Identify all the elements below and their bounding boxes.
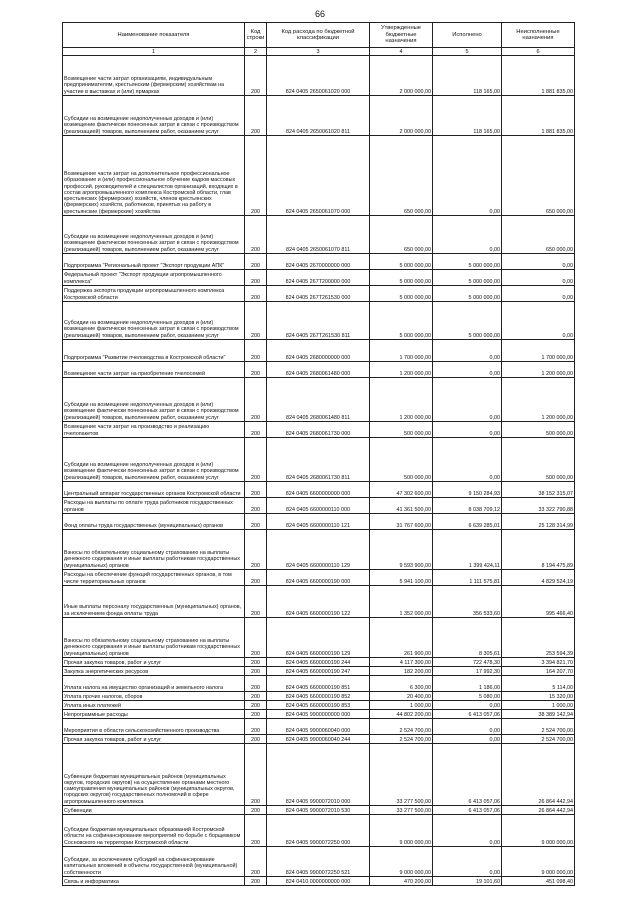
row-name: Уплата налога на имущество организаций и земельного налога xyxy=(63,676,245,692)
row-executed: 0,00 xyxy=(433,136,502,216)
row-approved: 1 200 000,00 xyxy=(370,378,433,422)
table-row xyxy=(63,96,575,136)
row-approved: 5 000 000,00 xyxy=(370,270,433,286)
row-classification: 824 0405 2680061730 000 xyxy=(267,422,370,438)
row-name: Фонд оплаты труда государственных (муниципальных) органов xyxy=(63,514,245,530)
row-name: Субсидии на возмещение недополученных доходов и (или) возмещение фактически понесенных затрат в связи с производством (реализацией) товаров, выполнением работ, оказанием услуг xyxy=(63,216,245,254)
row-classification: 824 0405 2650061020 000 xyxy=(267,56,370,96)
row-name: Прочая закупка товаров, работ и услуг xyxy=(63,658,245,667)
page-number: 66 xyxy=(314,9,325,19)
row-remaining: 0,00 xyxy=(502,254,575,270)
row-remaining: 25 128 314,99 xyxy=(502,514,575,530)
table-row xyxy=(63,735,575,744)
row-classification: 824 0405 9900060040 244 xyxy=(267,735,370,744)
row-remaining: 995 466,40 xyxy=(502,586,575,618)
column-number-row xyxy=(63,48,575,56)
table-row xyxy=(63,658,575,667)
row-name: Субсидии на возмещение недополученных доходов и (или) возмещение фактически понесенных затрат в связи с производством (реализацией) товаров, выполнением работ, оказанием услуг xyxy=(63,96,245,136)
row-code: 200 xyxy=(245,514,267,530)
row-name: Взносы по обязательному социальному страхованию на выплаты денежного содержания и иные выплаты работникам государственных (муниципальных) органов xyxy=(63,530,245,570)
row-code: 200 xyxy=(245,422,267,438)
row-remaining: 1 200 000,00 xyxy=(502,378,575,422)
row-remaining: 5 114,00 xyxy=(502,676,575,692)
row-approved: 4 117 300,00 xyxy=(370,658,433,667)
row-executed: 0,00 xyxy=(433,378,502,422)
row-classification: 824 0405 6600000190 129 xyxy=(267,618,370,658)
row-code: 200 xyxy=(245,498,267,514)
row-approved: 1 000,00 xyxy=(370,701,433,710)
table-row xyxy=(63,216,575,254)
row-executed: 6 413 057,06 xyxy=(433,806,502,815)
row-code: 200 xyxy=(245,719,267,735)
row-classification: 824 0405 9900072010 530 xyxy=(267,806,370,815)
row-approved: 1 200 000,00 xyxy=(370,362,433,378)
column-number: 1 xyxy=(63,48,245,56)
row-approved: 182 200,00 xyxy=(370,667,433,676)
row-remaining: 33 322 790,88 xyxy=(502,498,575,514)
row-code: 200 xyxy=(245,676,267,692)
row-code: 200 xyxy=(245,877,267,886)
row-remaining: 253 594,39 xyxy=(502,618,575,658)
table-row xyxy=(63,692,575,701)
row-classification: 824 0405 9900072010 000 xyxy=(267,744,370,806)
row-remaining: 500 000,00 xyxy=(502,438,575,482)
row-name: Субсидии на возмещение недополученных доходов и (или) возмещение фактически понесенных затрат в связи с производством (реализацией) товаров, выполнением работ, оказанием услуг xyxy=(63,378,245,422)
table-row xyxy=(63,136,575,216)
row-executed: 6 413 057,06 xyxy=(433,710,502,719)
row-code: 200 xyxy=(245,216,267,254)
row-code: 200 xyxy=(245,618,267,658)
row-executed: 0,00 xyxy=(433,701,502,710)
row-remaining: 26 864 442,94 xyxy=(502,806,575,815)
column-number: 5 xyxy=(433,48,502,56)
row-executed: 19 101,60 xyxy=(433,877,502,886)
table-row xyxy=(63,302,575,340)
row-classification: 824 0405 2680061730 811 xyxy=(267,438,370,482)
row-approved: 33 277 500,00 xyxy=(370,744,433,806)
table-row xyxy=(63,618,575,658)
row-approved: 41 361 500,00 xyxy=(370,498,433,514)
row-executed: 5 080,00 xyxy=(433,692,502,701)
row-code: 200 xyxy=(245,302,267,340)
row-remaining: 0,00 xyxy=(502,286,575,302)
row-name: Возмещение части затрат на приобретение пчелосемей xyxy=(63,362,245,378)
row-classification: 824 0405 2680061480 000 xyxy=(267,362,370,378)
row-executed: 0,00 xyxy=(433,362,502,378)
row-classification: 824 0405 6600000190 851 xyxy=(267,676,370,692)
row-executed: 6 639 285,01 xyxy=(433,514,502,530)
table-row xyxy=(63,744,575,806)
row-executed: 0,00 xyxy=(433,340,502,362)
row-remaining: 1 881 835,00 xyxy=(502,96,575,136)
row-executed: 6 413 057,06 xyxy=(433,744,502,806)
row-code: 200 xyxy=(245,438,267,482)
row-name: Возмещение части затрат организациям, индивидуальным предпринимателям, крестьянским (фермерским) хозяйствам на участие в выставках и (или) ярмарках xyxy=(63,56,245,96)
row-executed: 8 305,61 xyxy=(433,618,502,658)
row-name: Подпрограмма "Региональный проект "Экспорт продукции АПК" xyxy=(63,254,245,270)
row-remaining: 3 394 821,70 xyxy=(502,658,575,667)
row-classification: 824 0405 9900000000 000 xyxy=(267,710,370,719)
table-row xyxy=(63,56,575,96)
row-code: 200 xyxy=(245,847,267,877)
row-approved: 5 941 100,00 xyxy=(370,570,433,586)
row-approved: 33 277 500,00 xyxy=(370,806,433,815)
row-name: Мероприятия в области сельскохозяйственного производства xyxy=(63,719,245,735)
row-classification: 824 0405 6600000190 122 xyxy=(267,586,370,618)
row-name: Связь и информатика xyxy=(63,877,245,886)
table-row xyxy=(63,286,575,302)
row-code: 200 xyxy=(245,735,267,744)
row-name: Непрограммные расходы xyxy=(63,710,245,719)
row-name: Поддержка экспорта продукции агропромышленного комплекса Костромской области xyxy=(63,286,245,302)
row-code: 200 xyxy=(245,815,267,847)
row-name: Федеральный проект "Экспорт продукции агропромышленного комплекса" xyxy=(63,270,245,286)
row-name: Закупка энергетических ресурсов xyxy=(63,667,245,676)
row-approved: 31 767 600,00 xyxy=(370,514,433,530)
row-classification: 824 0405 6600000110 000 xyxy=(267,498,370,514)
row-classification: 824 0405 6600000190 247 xyxy=(267,667,370,676)
row-name: Подпрограмма "Развитие пчеловодства в Костромской области" xyxy=(63,340,245,362)
row-name: Возмещение части затрат на производство и реализацию пчелопакетов xyxy=(63,422,245,438)
row-remaining: 0,00 xyxy=(502,302,575,340)
header-classification: Код расхода по бюджетной классификации xyxy=(267,23,370,48)
column-number: 3 xyxy=(267,48,370,56)
table-row xyxy=(63,270,575,286)
row-code: 200 xyxy=(245,56,267,96)
row-remaining: 1 700 000,00 xyxy=(502,340,575,362)
row-executed: 0,00 xyxy=(433,847,502,877)
row-remaining: 0,00 xyxy=(502,270,575,286)
row-name: Субсидии на возмещение недополученных доходов и (или) возмещение фактически понесенных затрат в связи с производством (реализацией) товаров, выполнением работ, оказанием услуг xyxy=(63,438,245,482)
row-executed: 1 399 424,11 xyxy=(433,530,502,570)
table-row xyxy=(63,806,575,815)
table-row xyxy=(63,422,575,438)
header-code: Код строки xyxy=(245,23,267,48)
row-classification: 824 0405 2650061020 811 xyxy=(267,96,370,136)
column-number: 2 xyxy=(245,48,267,56)
header-approved: Утвержденные бюджетные назначения xyxy=(370,23,433,48)
table-row xyxy=(63,438,575,482)
row-executed: 5 000 000,00 xyxy=(433,286,502,302)
table-row xyxy=(63,667,575,676)
row-code: 200 xyxy=(245,286,267,302)
table-row xyxy=(63,815,575,847)
row-classification: 824 0405 2680061480 811 xyxy=(267,378,370,422)
row-classification: 824 0405 9900072250 000 xyxy=(267,815,370,847)
row-approved: 2 000 000,00 xyxy=(370,96,433,136)
table-row xyxy=(63,701,575,710)
row-name: Субвенции xyxy=(63,806,245,815)
row-executed: 5 000 000,00 xyxy=(433,302,502,340)
table-row xyxy=(63,719,575,735)
row-code: 200 xyxy=(245,710,267,719)
table-row xyxy=(63,482,575,498)
row-code: 200 xyxy=(245,362,267,378)
row-classification: 824 0405 2650061070 000 xyxy=(267,136,370,216)
row-name: Субсидии, за исключением субсидий на софинансирование капитальных вложений в объекты государственной (муниципальной) собственности xyxy=(63,847,245,877)
row-approved: 470 200,00 xyxy=(370,877,433,886)
row-name: Прочая закупка товаров, работ и услуг xyxy=(63,735,245,744)
row-approved: 2 524 700,00 xyxy=(370,735,433,744)
row-name: Взносы по обязательному социальному страхованию на выплаты денежного содержания и иные выплаты работникам государственных (муниципальных) органов xyxy=(63,618,245,658)
row-remaining: 2 524 700,00 xyxy=(502,735,575,744)
row-remaining: 9 000 000,00 xyxy=(502,815,575,847)
row-classification: 824 0405 9900060040 000 xyxy=(267,719,370,735)
row-remaining: 1 000,00 xyxy=(502,701,575,710)
row-code: 200 xyxy=(245,701,267,710)
row-executed: 0,00 xyxy=(433,438,502,482)
row-approved: 2 524 700,00 xyxy=(370,719,433,735)
row-code: 200 xyxy=(245,96,267,136)
row-executed: 8 038 709,12 xyxy=(433,498,502,514)
row-approved: 500 000,00 xyxy=(370,438,433,482)
row-code: 200 xyxy=(245,667,267,676)
table-row xyxy=(63,530,575,570)
row-name: Субсидии на возмещение недополученных доходов и (или) возмещение фактически понесенных затрат в связи с производством (реализацией) товаров, выполнением работ, оказанием услуг xyxy=(63,302,245,340)
row-approved: 5 000 000,00 xyxy=(370,286,433,302)
row-name: Субвенции бюджетам муниципальных районов (муниципальных округов, городских округов) на осуществление органами местного самоуправления муниципальных районов (муниципальных округов, городских округов) государственных полномочий в сфере агропромышленного комплекса xyxy=(63,744,245,806)
table-row xyxy=(63,570,575,586)
row-remaining: 451 098,40 xyxy=(502,877,575,886)
row-executed: 722 478,30 xyxy=(433,658,502,667)
row-name: Центральный аппарат государственных органов Костромской области xyxy=(63,482,245,498)
row-approved: 650 000,00 xyxy=(370,136,433,216)
row-approved: 9 593 900,00 xyxy=(370,530,433,570)
row-remaining: 164 207,70 xyxy=(502,667,575,676)
row-approved: 44 802 200,00 xyxy=(370,710,433,719)
row-approved: 500 000,00 xyxy=(370,422,433,438)
column-number: 6 xyxy=(502,48,575,56)
row-executed: 356 533,60 xyxy=(433,586,502,618)
row-executed: 0,00 xyxy=(433,216,502,254)
row-remaining: 8 194 475,89 xyxy=(502,530,575,570)
row-approved: 1 700 000,00 xyxy=(370,340,433,362)
table-row xyxy=(63,340,575,362)
table-row xyxy=(63,847,575,877)
table-row xyxy=(63,514,575,530)
row-remaining: 1 881 835,00 xyxy=(502,56,575,96)
row-classification: 824 0405 267T261530 000 xyxy=(267,286,370,302)
row-name: Возмещение части затрат на дополнительное профессиональное образование и (или) профессиональное обучение кадров массовых профессий, руководителей и специалистов организаций, входящих в состав агропромышленного комплекса Костромской области, глав крестьянских (фермерских) хозяйств, членов крестьянских (фермерских) хозяйств, работников, принятых на работу в крестьянские (фермерские) хозяйства xyxy=(63,136,245,216)
row-remaining: 650 000,00 xyxy=(502,216,575,254)
row-remaining: 9 000 000,00 xyxy=(502,847,575,877)
row-remaining: 38 152 315,07 xyxy=(502,482,575,498)
row-code: 200 xyxy=(245,744,267,806)
row-approved: 2 000 000,00 xyxy=(370,56,433,96)
table-row xyxy=(63,498,575,514)
row-code: 200 xyxy=(245,658,267,667)
row-classification: 824 0405 2650061070 811 xyxy=(267,216,370,254)
row-remaining: 4 829 524,19 xyxy=(502,570,575,586)
row-classification: 824 0405 6600000000 000 xyxy=(267,482,370,498)
row-classification: 824 0405 2670000000 000 xyxy=(267,254,370,270)
row-executed: 0,00 xyxy=(433,735,502,744)
row-code: 200 xyxy=(245,530,267,570)
row-executed: 0,00 xyxy=(433,422,502,438)
row-remaining: 2 524 700,00 xyxy=(502,719,575,735)
row-classification: 824 0410 0000000000 000 xyxy=(267,877,370,886)
row-executed: 0,00 xyxy=(433,719,502,735)
row-classification: 824 0405 267T200000 000 xyxy=(267,270,370,286)
table-header xyxy=(63,23,575,56)
header-executed: Исполнено xyxy=(433,23,502,48)
row-code: 200 xyxy=(245,254,267,270)
row-code: 200 xyxy=(245,692,267,701)
row-remaining: 15 320,00 xyxy=(502,692,575,701)
budget-execution-table xyxy=(62,22,575,886)
row-name: Субсидии бюджетам муниципальных образований Костромской области на софинансирование мероприятий по борьбе с борщевиком Сосновского на территории Костромской области xyxy=(63,815,245,847)
row-code: 200 xyxy=(245,806,267,815)
table-body xyxy=(63,56,575,886)
row-remaining: 1 200 000,00 xyxy=(502,362,575,378)
row-classification: 824 0405 6600000110 121 xyxy=(267,514,370,530)
row-approved: 1 352 000,00 xyxy=(370,586,433,618)
row-name: Иные выплаты персоналу государственных (муниципальных) органов, за исключением фонда оплаты труда xyxy=(63,586,245,618)
row-classification: 824 0405 6600000110 129 xyxy=(267,530,370,570)
row-name: Уплата прочих налогов, сборов xyxy=(63,692,245,701)
row-name: Расходы на выплаты по оплате труда работников государственных органов xyxy=(63,498,245,514)
row-executed: 1 111 575,81 xyxy=(433,570,502,586)
row-approved: 5 000 000,00 xyxy=(370,302,433,340)
row-classification: 824 0405 2680000000 000 xyxy=(267,340,370,362)
row-executed: 0,00 xyxy=(433,815,502,847)
row-classification: 824 0405 9900072250 521 xyxy=(267,847,370,877)
row-classification: 824 0405 6600000190 853 xyxy=(267,701,370,710)
row-remaining: 38 389 142,94 xyxy=(502,710,575,719)
table-row xyxy=(63,362,575,378)
row-approved: 6 300,00 xyxy=(370,676,433,692)
row-code: 200 xyxy=(245,340,267,362)
table-row xyxy=(63,877,575,886)
row-code: 200 xyxy=(245,570,267,586)
row-remaining: 26 864 442,94 xyxy=(502,744,575,806)
row-remaining: 650 000,00 xyxy=(502,136,575,216)
row-classification: 824 0405 267T261530 811 xyxy=(267,302,370,340)
row-executed: 118 165,00 xyxy=(433,96,502,136)
row-executed: 5 000 000,00 xyxy=(433,270,502,286)
row-approved: 20 400,00 xyxy=(370,692,433,701)
row-approved: 5 000 000,00 xyxy=(370,254,433,270)
row-approved: 261 900,00 xyxy=(370,618,433,658)
table-row xyxy=(63,586,575,618)
row-classification: 824 0405 6600000190 000 xyxy=(267,570,370,586)
table-row xyxy=(63,378,575,422)
row-executed: 118 165,00 xyxy=(433,56,502,96)
header-remaining: Неисполненные назначения xyxy=(502,23,575,48)
row-approved: 650 000,00 xyxy=(370,216,433,254)
row-classification: 824 0405 6600000190 852 xyxy=(267,692,370,701)
header-name: Наименование показателя xyxy=(63,23,245,48)
row-code: 200 xyxy=(245,586,267,618)
row-approved: 9 000 000,00 xyxy=(370,847,433,877)
row-name: Уплата иных платежей xyxy=(63,701,245,710)
row-name: Расходы на обеспечение функций государственных органов, в том числе территориальных органов xyxy=(63,570,245,586)
row-code: 200 xyxy=(245,136,267,216)
row-remaining: 500 000,00 xyxy=(502,422,575,438)
row-code: 200 xyxy=(245,378,267,422)
row-executed: 17 992,30 xyxy=(433,667,502,676)
column-number: 4 xyxy=(370,48,433,56)
row-approved: 47 302 600,00 xyxy=(370,482,433,498)
row-executed: 5 000 000,00 xyxy=(433,254,502,270)
table-row xyxy=(63,254,575,270)
row-approved: 9 000 000,00 xyxy=(370,815,433,847)
row-executed: 9 150 284,93 xyxy=(433,482,502,498)
row-executed: 1 186,00 xyxy=(433,676,502,692)
table-row xyxy=(63,676,575,692)
row-classification: 824 0405 6600000190 244 xyxy=(267,658,370,667)
row-code: 200 xyxy=(245,482,267,498)
table-row xyxy=(63,710,575,719)
row-code: 200 xyxy=(245,270,267,286)
